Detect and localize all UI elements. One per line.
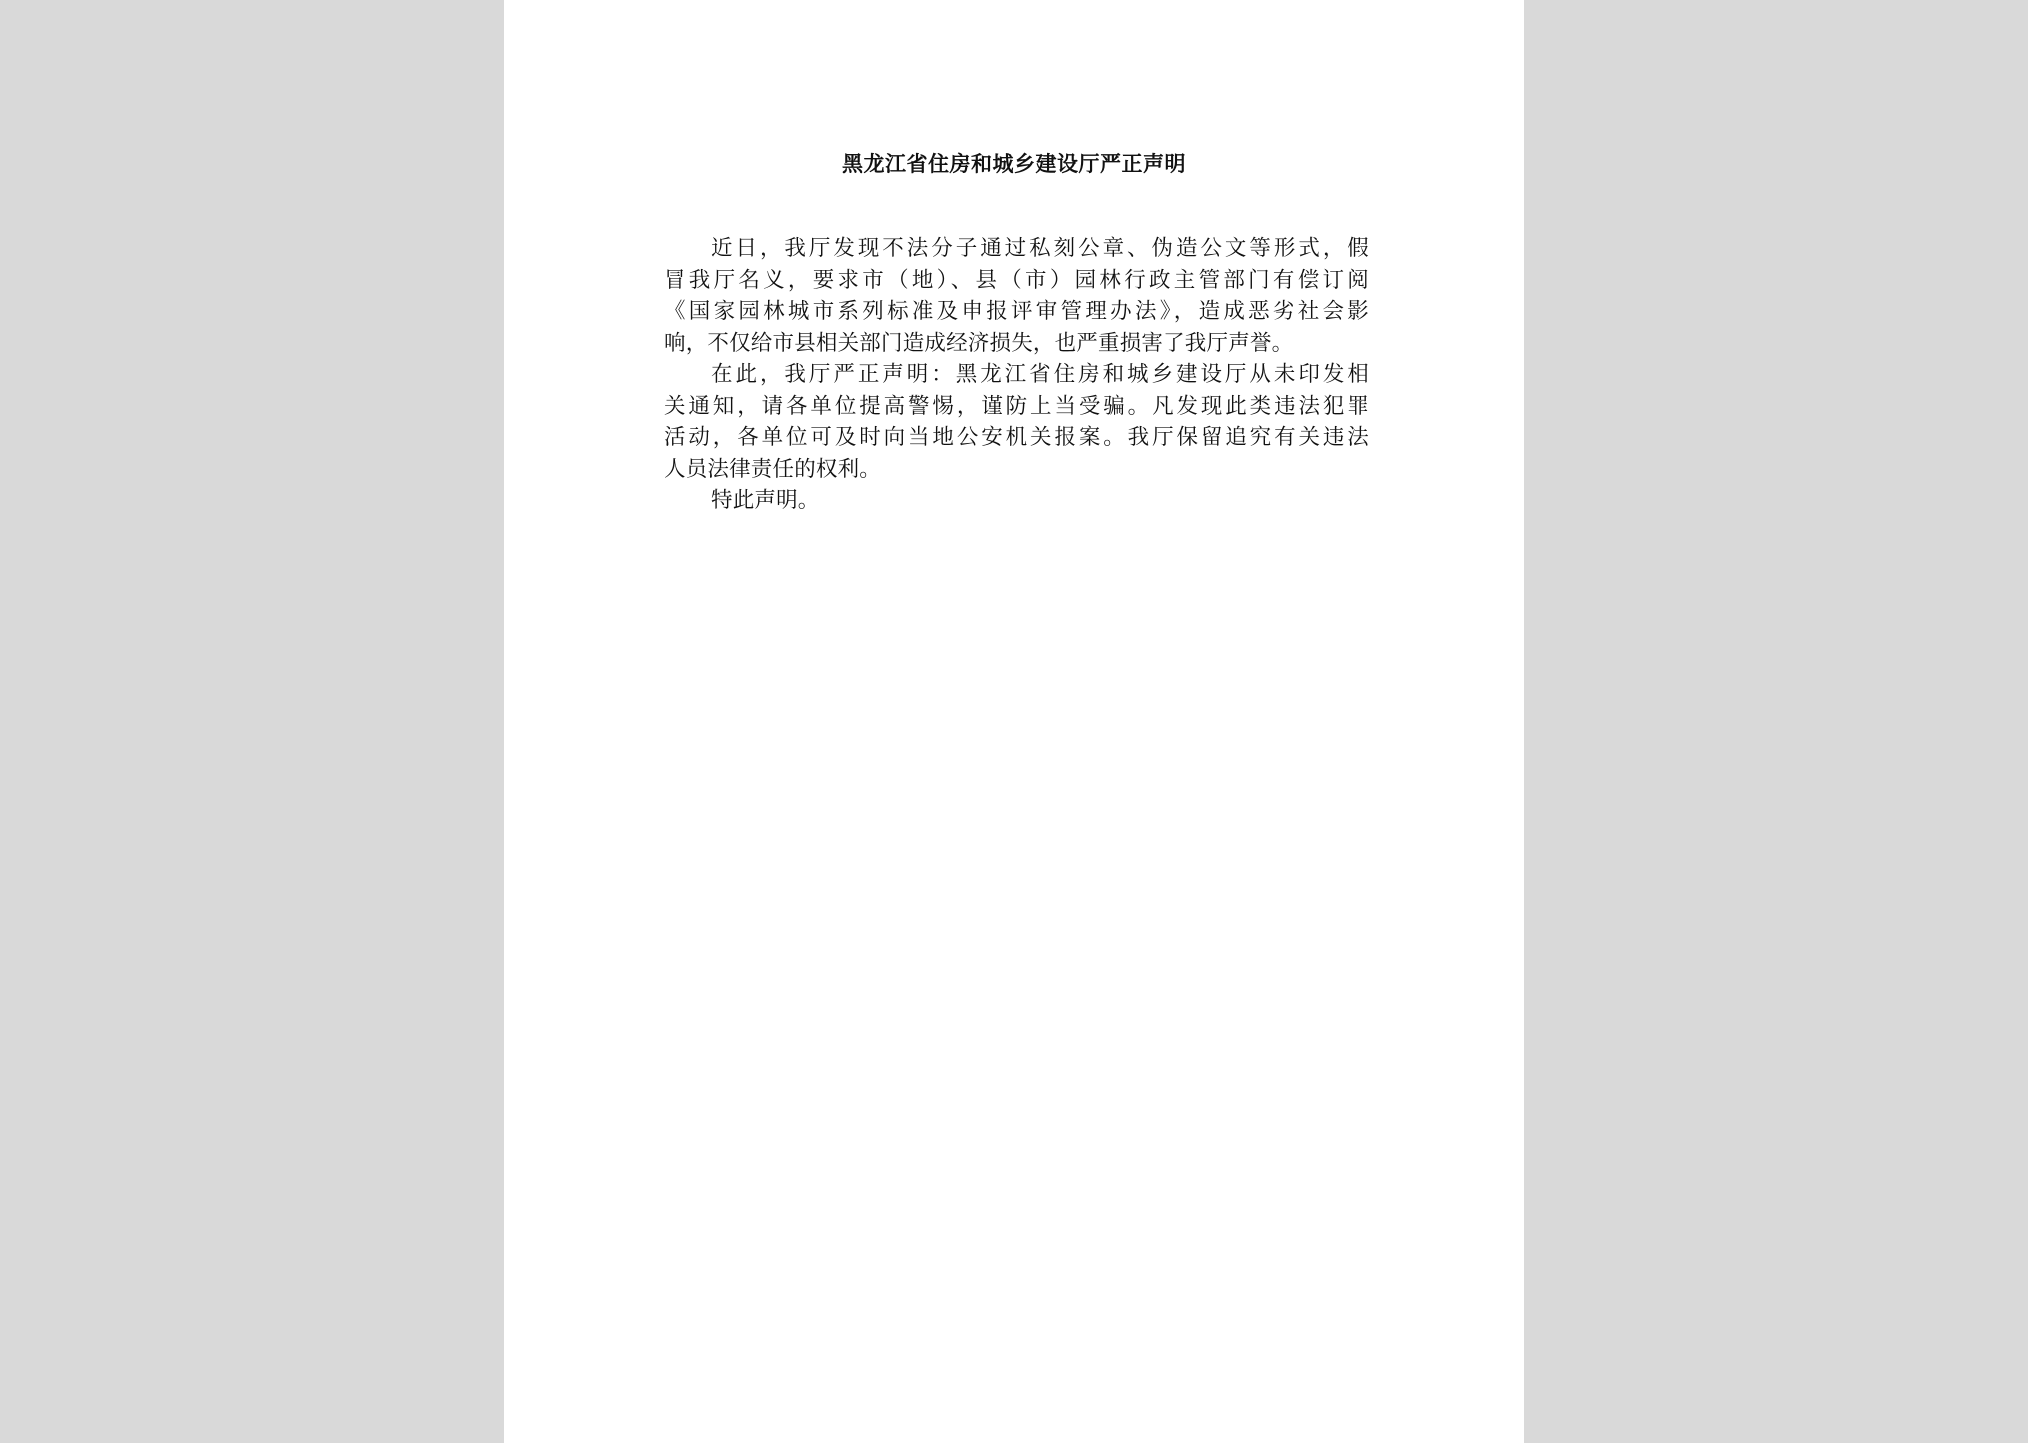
paragraph-line: 关通知，请各单位提高警惕，谨防上当受骗。凡发现此类违法犯罪 — [664, 393, 1369, 419]
paragraph-line: 近日，我厅发现不法分子通过私刻公章、伪造公文等形式，假 — [711, 236, 1369, 261]
paragraph-line: 响，不仅给市县相关部门造成经济损失，也严重损害了我厅声誉。 — [664, 330, 1294, 356]
paragraph-line: 特此声明。 — [711, 488, 820, 513]
paragraph-line: 冒我厅名义，要求市（地）、县（市）园林行政主管部门有偿订阅 — [664, 267, 1369, 293]
document-body — [664, 233, 1369, 517]
document-title: 黑龙江省住房和城乡建设厅严正声明 — [842, 151, 1186, 176]
paragraph-line: 《国家园林城市系列标准及申报评审管理办法》，造成恶劣社会影 — [664, 299, 1369, 324]
paragraph-line: 活动，各单位可及时向当地公安机关报案。我厅保留追究有关违法 — [664, 425, 1369, 450]
paragraph-line: 人员法律责任的权利。 — [664, 456, 882, 482]
document-page — [504, 0, 1524, 1443]
paragraph-line: 在此，我厅严正声明：黑龙江省住房和城乡建设厅从未印发相 — [711, 362, 1369, 387]
